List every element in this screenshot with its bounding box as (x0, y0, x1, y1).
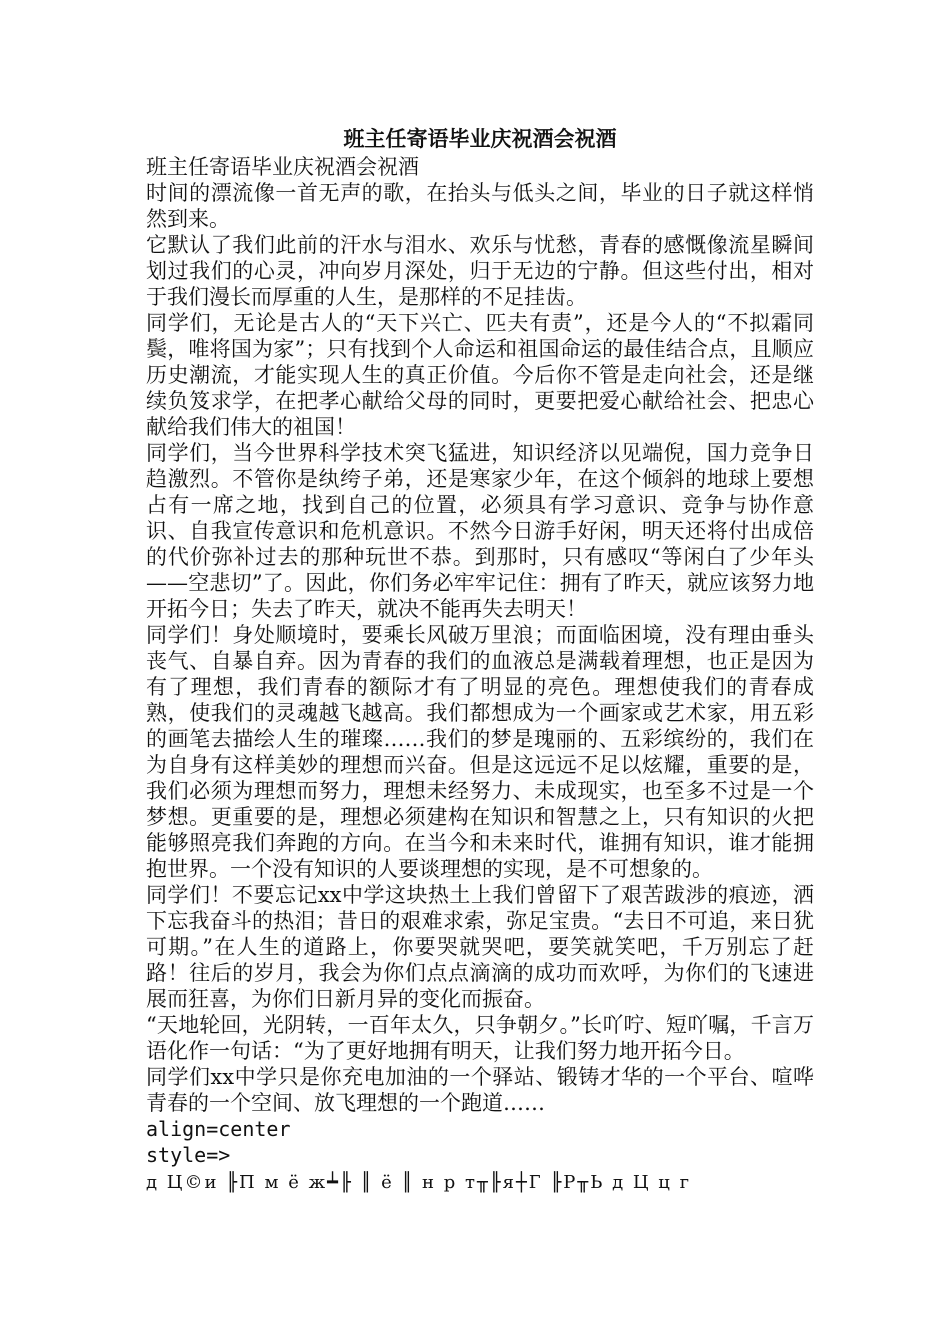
paragraph-8: 同学们xx中学只是你充电加油的一个驿站、锻铸才华的一个平台、喧哗青春的一个空间、放飞理想的一个跑道…… (146, 1065, 814, 1115)
code-line-2: style=> (146, 1143, 231, 1167)
paragraph-4: 同学们，当今世界科学技术突飞猛进，知识经济以见端倪，国力竞争日趋激烈。不管你是纨绔子弟，还是寒家少年，在这个倾斜的地球上要想占有一席之地，找到自己的位置，必须具有学习意识、竞争与协作意识、自我宣传意识和危机意识。不然今日游手好闲，明天还将付出成倍的代价弥补过去的那种玩世不恭。到那时，只有感叹“等闲白了少年头——空悲切”了。因此，你们务必牢牢记住：拥有了昨天，就应该努力地开拓今日；失去了昨天，就决不能再失去明天！ (146, 441, 814, 621)
document-page (146, 124, 814, 1198)
paragraph-6: 同学们！不要忘记xx中学这块热土上我们曾留下了艰苦跋涉的痕迹，洒下忘我奋斗的热泪；昔日的艰难求索，弥足宝贵。“去日不可追，来日犹可期。”在人生的道路上，你要哭就哭吧，要笑就笑吧，千万别忘了赶路！往后的岁月，我会为你们点点滴滴的成功而欢呼，为你们的飞速进展而狂喜，为你们日新月异的变化而振奋。 (146, 883, 814, 1011)
document-subtitle: 班主任寄语毕业庆祝酒会祝酒 (146, 155, 419, 179)
garbled-text-line: д Ц©и ╟П м ё ж┷╟ ║ ё ║ н р т╥╟я┼Г ╟Р╥Ь д Ц ц г (146, 1172, 692, 1193)
code-line-1: align=center (146, 1117, 291, 1141)
paragraph-3: 同学们，无论是古人的“天下兴亡、匹夫有责”，还是今人的“不拟霜同鬓，唯将国为家”；只有找到个人命运和祖国命运的最佳结合点，且顺应历史潮流，才能实现人生的真正价值。今后你不管是走向社会，还是继续负笈求学，在把孝心献给父母的同时，更要把爱心献给社会、把忠心献给我们伟大的祖国！ (146, 311, 814, 439)
document-title: 班主任寄语毕业庆祝酒会祝酒 (343, 126, 617, 151)
paragraph-7: “天地轮回，光阴转，一百年太久，只争朝夕。”长吖咛、短吖嘱，千言万语化作一句话：“为了更好地拥有明天，让我们努力地开拓今日。 (146, 1013, 814, 1063)
paragraph-2: 它默认了我们此前的汗水与泪水、欢乐与忧愁，青春的感慨像流星瞬间划过我们的心灵，冲向岁月深处，归于无边的宁静。但这些付出，相对于我们漫长而厚重的人生，是那样的不足挂齿。 (146, 233, 814, 309)
paragraph-5: 同学们！身处顺境时，要乘长风破万里浪；而面临困境，没有理由垂头丧气、自暴自弃。因为青春的我们的血液总是满载着理想，也正是因为有了理想，我们青春的额际才有了明显的亮色。理想使我们的青春成熟，使我们的灵魂越飞越高。我们都想成为一个画家或艺术家，用五彩的画笔去描绘人生的璀璨……我们的梦是瑰丽的、五彩缤纷的，我们在为自身有这样美妙的理想而兴奋。但是这远远不足以炫耀，重要的是，我们必须为理想而努力，理想未经努力、未成现实，也至多不过是一个梦想。更重要的是，理想必须建构在知识和智慧之上，只有知识的火把能够照亮我们奔跑的方向。在当今和未来时代，谁拥有知识，谁才能拥抱世界。一个没有知识的人要谈理想的实现，是不可想象的。 (146, 623, 814, 881)
paragraph-1: 时间的漂流像一首无声的歌，在抬头与低头之间，毕业的日子就这样悄然到来。 (146, 181, 814, 231)
